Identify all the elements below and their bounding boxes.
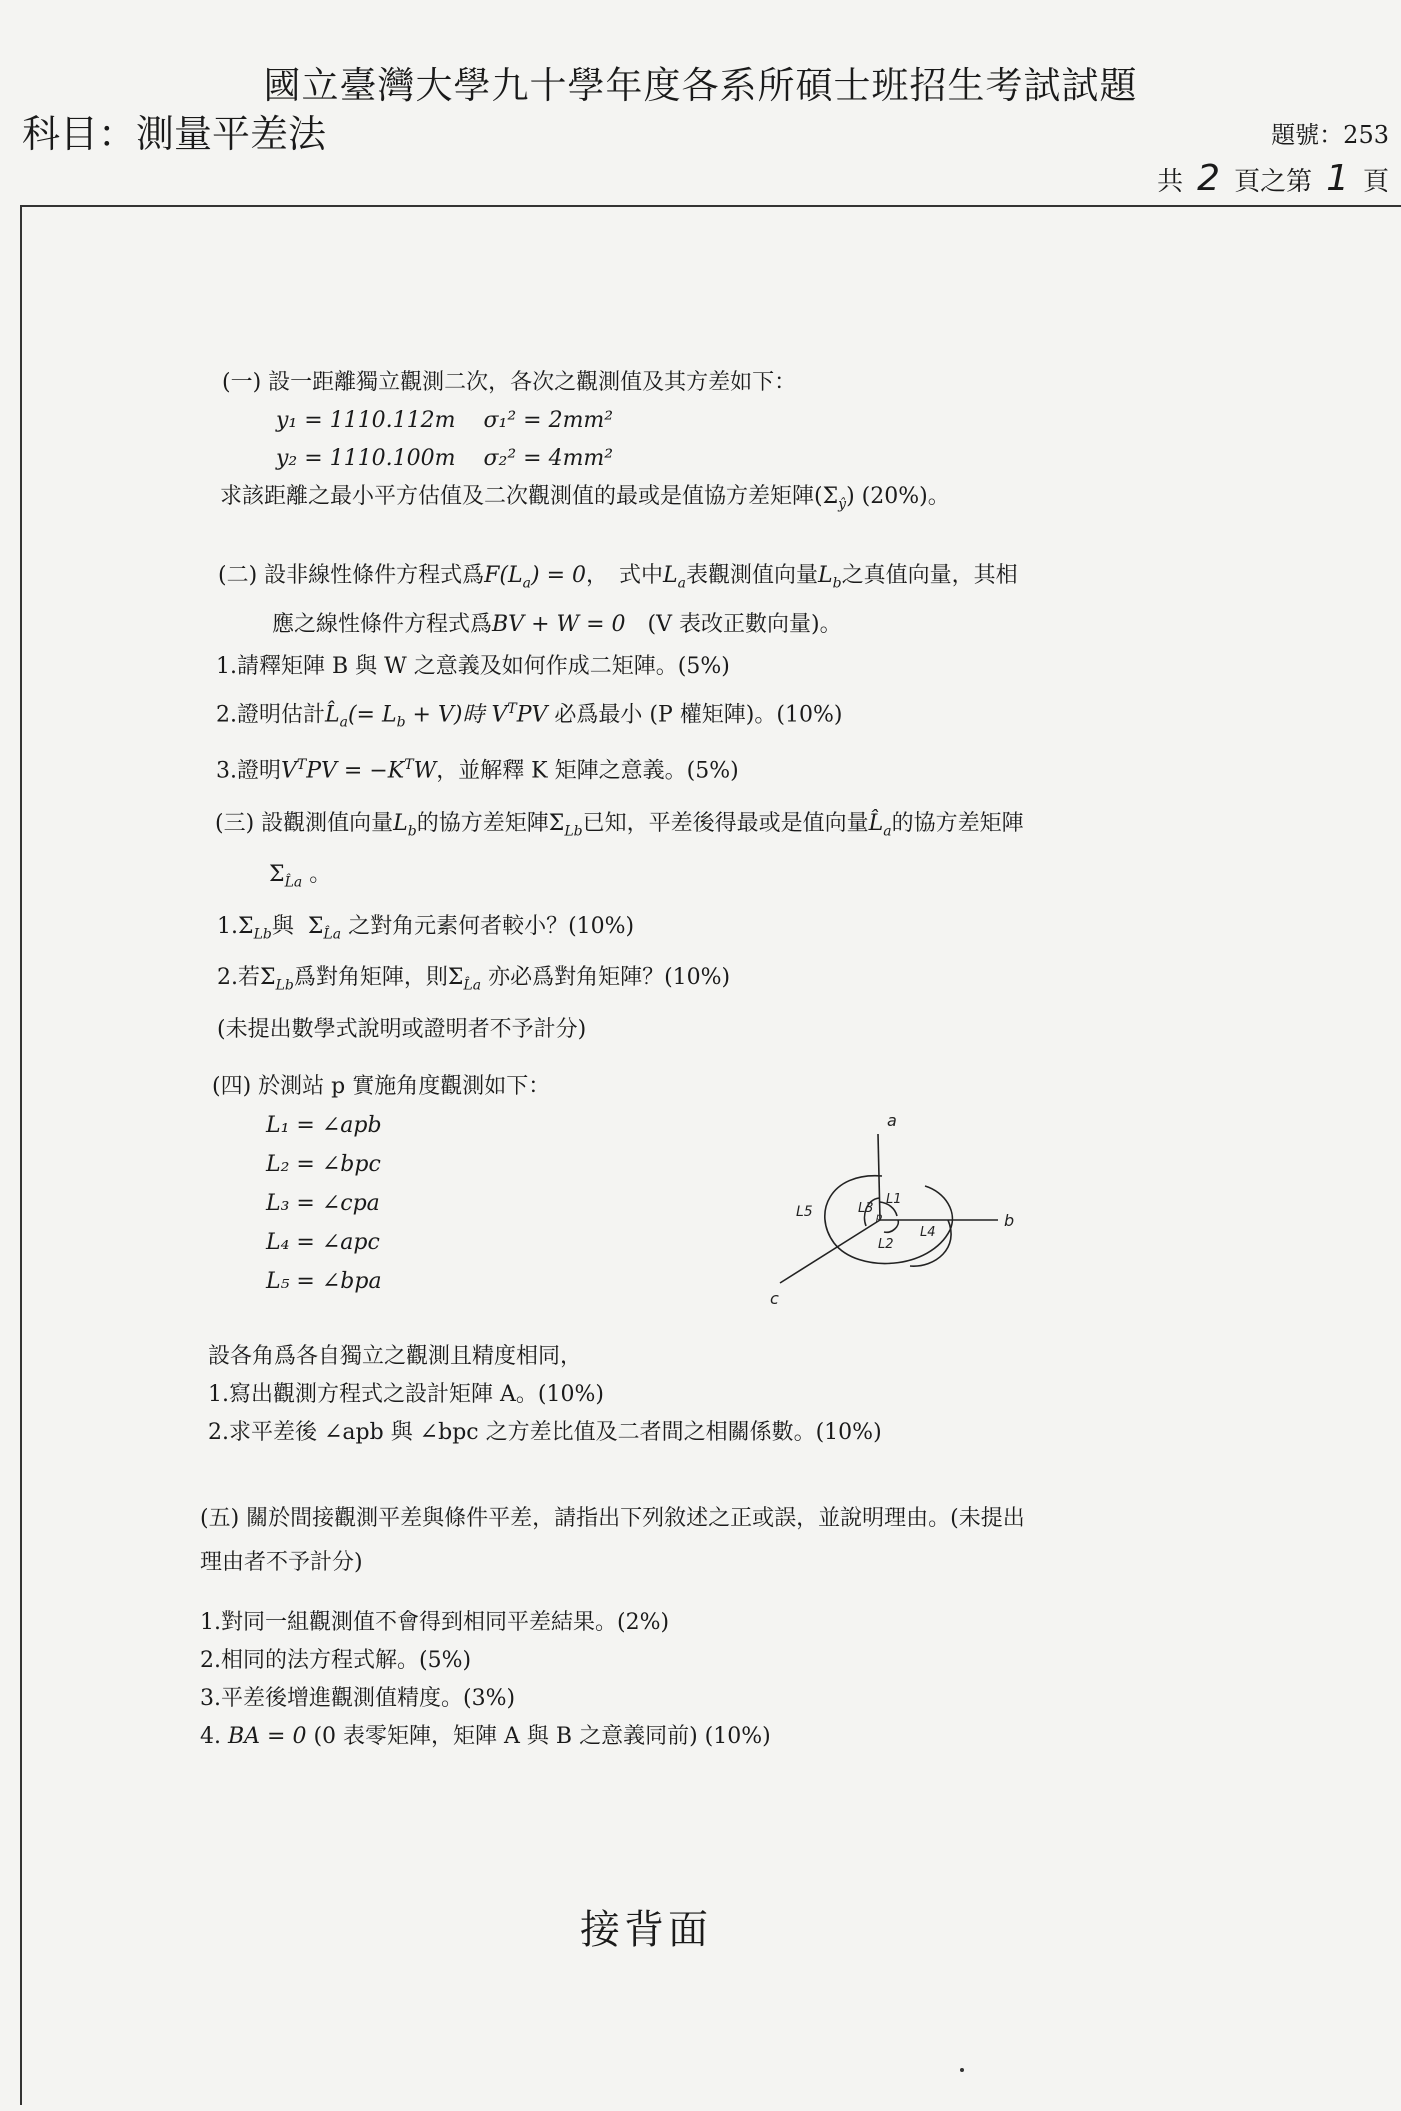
- label-p: p: [876, 1212, 883, 1223]
- label-l2: L2: [878, 1237, 894, 1252]
- exam-title: 國立臺灣大學九十學年度各系所碩士班招生考試試題: [263, 64, 1138, 107]
- q2-i2-e: PV: [516, 702, 548, 728]
- q5-item-3: 3.平差後增進觀測值精度。(3%): [200, 1686, 516, 1711]
- q2-i3-e: ，並解釋 K 矩陣之意義。(5%): [436, 758, 739, 784]
- q2-i3-d: W: [413, 758, 437, 784]
- q3-i1-sigma2: Σ: [307, 913, 324, 939]
- q2-i2-sup: T: [507, 701, 517, 718]
- q2-i2-c: + V)時: [405, 702, 485, 728]
- q3-line-2: [215, 853, 1024, 904]
- q3-i1-sub2: L̂a: [323, 926, 342, 943]
- page-info: [1157, 158, 1389, 199]
- page-total: 2: [1197, 158, 1221, 199]
- q2-text-5: 應之線性條件方程式爲: [272, 612, 493, 638]
- q4-eq-5: L₅ = ∠bpa: [266, 1269, 382, 1294]
- q3-i2-num: 2.若: [217, 965, 260, 991]
- q3-sigma: Σ: [548, 811, 565, 836]
- q1-intro: (一) 設一距離獨立觀測二次，各次之觀測值及其方差如下：: [222, 370, 797, 395]
- q2-lb: L: [818, 563, 833, 588]
- q2-la: L: [663, 563, 678, 588]
- q1-ask-text: 求該距離之最小平方估值及二次觀測值的最或是值協方差矩陣(: [220, 484, 823, 509]
- ray-pc: [780, 1220, 880, 1283]
- q2-i3-text: 3.證明: [216, 758, 281, 784]
- q2-text-3: 表觀測值向量: [685, 563, 818, 588]
- q2-la-sub: a: [677, 575, 686, 592]
- q5-intro-1: (五) 關於間接觀測平差與條件平差，請指出下列敘述之正或誤，並說明理由。(未提出: [200, 1506, 1025, 1531]
- q4-equations: [212, 1106, 550, 1301]
- page-suffix: 頁: [1362, 167, 1389, 197]
- question-4: [212, 1068, 550, 1301]
- q3-text-2: 的協方差矩陣: [416, 811, 549, 836]
- q1-s1: σ₁² = 2mm²: [483, 408, 614, 433]
- q1-y2: y₂ = 1110.100m: [276, 446, 456, 471]
- q5-i4-text: (0 表零矩陣，矩陣 A 與 B 之意義同前) (10%): [306, 1724, 771, 1749]
- label-l3: L3: [858, 1201, 874, 1216]
- q3-text-4: 的協方差矩陣: [891, 811, 1024, 836]
- q2-bvw: BV + W = 0: [492, 612, 626, 638]
- q2-i2-text: 2.證明估計: [216, 702, 325, 728]
- q2-item-1: 1.請釋矩陣 B 與 W 之意義及如何作成二矩陣。(5%): [216, 654, 730, 680]
- q2-f-sub: a: [522, 575, 531, 592]
- q2-text-6: (V 表改正數向量)。: [625, 612, 842, 638]
- q3-i1-sigma: Σ: [238, 913, 254, 939]
- q3-i1-and: 與: [271, 913, 294, 939]
- q5-i4-eq: BA = 0: [227, 1724, 307, 1749]
- q2-line-1: [218, 555, 1018, 604]
- q3-i2-sub2: L̂a: [463, 977, 482, 994]
- question-5-items: [200, 1604, 771, 1756]
- question-number: 題號：253: [1271, 121, 1389, 149]
- q3-line-1: [215, 802, 1024, 853]
- q2-i3-c: PV = −K: [306, 758, 405, 784]
- q2-f-end: ) = 0: [531, 563, 586, 588]
- label-l1: L1: [886, 1192, 902, 1207]
- q4-condition: 設各角爲各自獨立之觀測且精度相同，: [208, 1344, 583, 1369]
- q3-i2-text: 爲對角矩陣，則: [293, 965, 448, 991]
- label-c: c: [770, 1289, 779, 1308]
- q1-ask-sub: ŷ: [838, 496, 847, 513]
- q3-i1-sub: Lb: [253, 926, 272, 943]
- q2-item-2: [216, 688, 1018, 744]
- q3-lb: L: [393, 811, 408, 836]
- q5-item-2: 2.相同的法方程式解。(5%): [200, 1648, 472, 1673]
- page-prefix: 共: [1157, 167, 1184, 197]
- continue-on-back: 接背面: [580, 1907, 712, 1953]
- q3-i2-sigma2: Σ: [447, 965, 464, 991]
- label-l4: L4: [920, 1225, 936, 1240]
- question-3: [215, 802, 1024, 1052]
- q2-i3-sup2: T: [404, 757, 414, 774]
- page-current: 1: [1326, 158, 1349, 199]
- q2-i2-b: (= L: [347, 702, 397, 728]
- q1-obs-1: [222, 402, 950, 440]
- q4-intro: (四) 於測站 p 實施角度觀測如下：: [212, 1074, 551, 1099]
- q4-eq-3: L₃ = ∠cpa: [266, 1191, 380, 1216]
- q5-i4-num: 4.: [200, 1724, 228, 1749]
- q2-i2-sub2: b: [396, 715, 406, 732]
- label-l5: L5: [796, 1204, 813, 1220]
- ray-pa: [878, 1134, 880, 1220]
- q3-i2-sigma: Σ: [260, 965, 276, 991]
- question-5: [200, 1497, 1025, 1585]
- label-b: b: [1004, 1211, 1015, 1230]
- q5-intro-2: 理由者不予計分): [200, 1550, 363, 1575]
- q3-text-3: 已知，平差後得最或是值向量: [582, 811, 869, 836]
- question-2: [218, 555, 1018, 792]
- q3-lb-sub: b: [407, 823, 417, 840]
- q2-i3-sup: T: [296, 757, 307, 774]
- q1-s2: σ₂² = 4mm²: [483, 446, 614, 471]
- q2-line-2: [218, 604, 1018, 646]
- arc-l2: [884, 1220, 898, 1232]
- label-a: a: [887, 1111, 897, 1130]
- q4-item-2: 2.求平差後 ∠apb 與 ∠bpc 之方差比值及二者間之相關係數。(10%): [208, 1420, 882, 1445]
- q3-i2-sub: Lb: [275, 977, 294, 994]
- q3-sigma2-sub: L̂a: [284, 874, 303, 891]
- q3-i1-text: 之對角元素何者較小？(10%): [348, 913, 635, 939]
- q5-item-1: 1.對同一組觀測值不會得到相同平差結果。(2%): [200, 1610, 670, 1635]
- q3-item-2: [217, 956, 1024, 1007]
- q2-i2-sub: a: [339, 715, 348, 732]
- q4-item-1: 1.寫出觀測方程式之設計矩陣 A。(10%): [208, 1382, 604, 1407]
- q3-text-1: (三) 設觀測值向量: [215, 811, 394, 836]
- q1-obs-2: [222, 440, 950, 478]
- q2-lb-sub: b: [832, 575, 842, 592]
- q3-dot: 。: [309, 862, 332, 888]
- q1-ask: [220, 478, 950, 523]
- page-mid: 頁之第: [1234, 167, 1313, 197]
- q2-item-3: [216, 744, 1018, 792]
- q4-eq-4: L₄ = ∠apc: [266, 1230, 380, 1255]
- subject-label: 科目：測量平差法: [22, 112, 327, 156]
- q4-eq-1: L₁ = ∠apb: [266, 1113, 382, 1138]
- q3-lahat: L̂: [868, 811, 884, 836]
- q2-f: F(L: [484, 563, 523, 588]
- q2-text-2: ， 式中: [586, 563, 664, 588]
- q2-i2-d: V: [491, 702, 508, 728]
- q3-sigma2: Σ: [269, 862, 285, 888]
- q3-lahat-sub: a: [883, 823, 892, 840]
- q3-i1-num: 1.: [217, 913, 238, 939]
- q3-item-1: [217, 905, 1024, 956]
- q2-i3-b: V: [281, 758, 297, 784]
- q1-y1: y₁ = 1110.112m: [276, 408, 456, 433]
- q2-text-4: 之真值向量，其相: [841, 563, 1018, 588]
- q2-text-1: (二) 設非線性條件方程式爲: [218, 563, 485, 588]
- q2-i2-hat: L̂: [325, 702, 340, 728]
- question-1: [222, 364, 950, 523]
- angle-diagram: [760, 1108, 1060, 1338]
- question-4-tasks: [208, 1338, 882, 1452]
- q1-ask-end: ) (20%)。: [846, 484, 950, 509]
- q4-eq-2: L₂ = ∠bpc: [266, 1152, 381, 1177]
- stray-mark: [960, 2068, 964, 2072]
- q2-i2-f: 必爲最小 (P 權矩陣)。(10%): [554, 702, 843, 728]
- q5-item-4: [200, 1718, 771, 1756]
- q1-ask-sigma: Σ: [822, 484, 839, 509]
- q3-sigma-sub: Lb: [564, 823, 583, 840]
- q3-note: (未提出數學式說明或證明者不予計分): [217, 1016, 587, 1042]
- q3-i2-text2: 亦必爲對角矩陣？(10%): [488, 965, 731, 991]
